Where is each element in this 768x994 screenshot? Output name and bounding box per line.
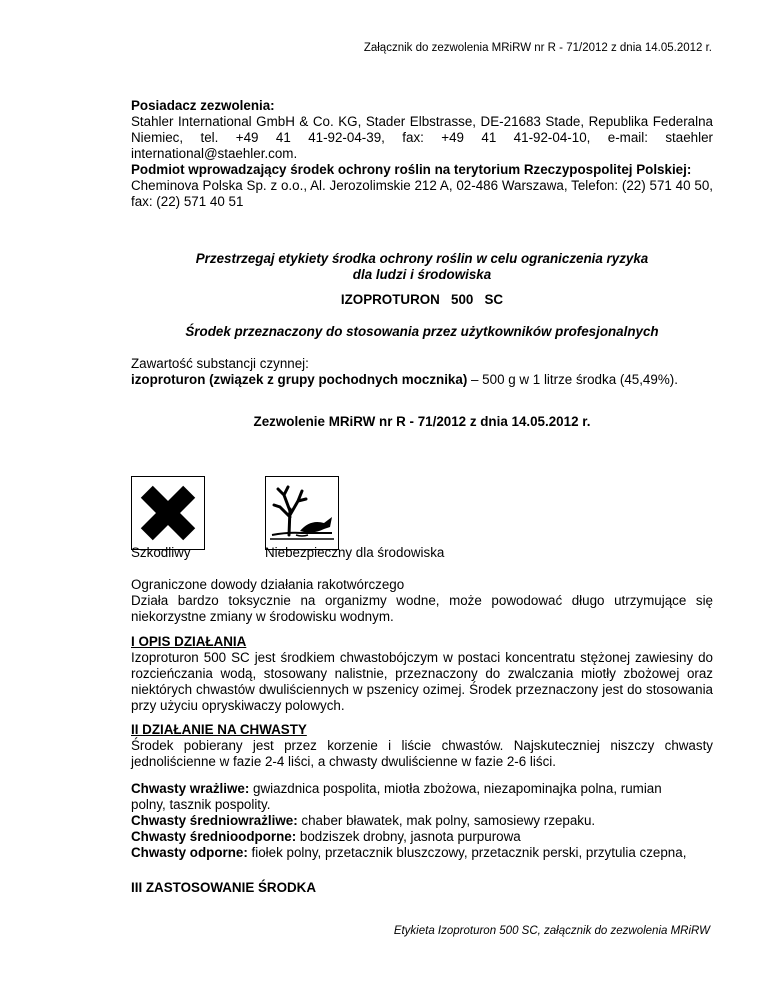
weeds-medium-label: Chwasty średniowrażliwe:	[131, 813, 298, 828]
label-warning-line1: Przestrzegaj etykiety środka ochrony roślin w celu ograniczenia ryzyka	[195, 251, 649, 266]
label-warning-line2: dla ludzi i środowiska	[352, 267, 492, 282]
professional-use-note: Środek przeznaczony do stosowania przez użytkowników profesjonalnych	[185, 324, 659, 339]
importer-text: Cheminova Polska Sp. z o.o., Al. Jerozolimskie 212 A, 02-486 Warszawa, Telefon: (22) 571 40 50, fax: (22) 571 40 51	[131, 178, 713, 209]
importer	[131, 162, 713, 210]
risk-line1: Ograniczone dowody działania rakotwórczego	[131, 577, 405, 592]
section-weed-action	[131, 722, 713, 770]
active-substance-line	[131, 372, 713, 388]
section-weed-action-heading: II DZIAŁANIE NA CHWASTY	[131, 722, 307, 737]
permit-holder-label: Posiadacz zezwolenia:	[131, 98, 275, 113]
weeds-sensitive-text: gwiazdnica pospolita, miotła zbożowa, niezapominajka polna, rumian polny, tasznik pospolity.	[131, 781, 662, 812]
weeds-resistant-text: fiołek polny, przetacznik bluszczowy, przetacznik perski, przytulia czepna,	[247, 845, 687, 860]
permit-holder-text: Stahler International GmbH & Co. KG, Stader Elbstrasse, DE-21683 Stade, Republika Federalna Niemiec, tel. +49 41 41-92-04-39, fax: +49 41 41-92-04-10, e-mail: staehler international@staehler.com.	[131, 114, 713, 161]
permit-number: Zezwolenie MRiRW nr R - 71/2012 z dnia 14.05.2012 r.	[253, 414, 591, 429]
harmful-x-icon	[131, 476, 205, 550]
dead-tree-fish-icon	[265, 476, 339, 550]
weeds-medium-text: chaber bławatek, mak polny, samosiewy rzepaku.	[297, 813, 596, 828]
section-application-heading: III ZASTOSOWANIE ŚRODKA	[131, 880, 317, 895]
active-substance	[131, 356, 713, 388]
weeds-sensitive-label: Chwasty wrażliwe:	[131, 781, 250, 796]
page-footer: Etykieta Izoproturon 500 SC, załącznik do zezwolenia MRiRW	[393, 925, 710, 937]
weeds-medres-text: bodziszek drobny, jasnota purpurowa	[296, 829, 521, 844]
weeds-resistant-label: Chwasty odporne:	[131, 845, 248, 860]
label-warning	[131, 251, 713, 283]
risk-line2: Działa bardzo toksycznie na organizmy wodne, może powodować długo utrzymujące się niekorzystne zmiany w środowisku wodnym.	[131, 593, 713, 624]
importer-label: Podmiot wprowadzający środek ochrony roślin na terytorium Rzeczypospolitej Polskiej:	[131, 162, 692, 177]
weeds-medres-label: Chwasty średnioodporne:	[131, 829, 297, 844]
environment-label: Niebezpieczny dla środowiska	[265, 545, 445, 560]
weeds-resistant	[131, 845, 696, 861]
weeds-sensitive	[131, 781, 696, 813]
product-name: IZOPROTURON 500 SC	[340, 292, 504, 307]
permit-holder	[131, 98, 713, 162]
weed-list	[131, 781, 696, 861]
risk-statements	[131, 577, 713, 625]
harmful-label: Szkodliwy	[131, 545, 191, 560]
weeds-medium	[131, 813, 696, 829]
page-header: Załącznik do zezwolenia MRiRW nr R - 71/2012 z dnia 14.05.2012 r.	[363, 42, 712, 54]
active-substance-amount: – 500 g w 1 litrze środka (45,49%).	[467, 372, 678, 387]
weeds-medres	[131, 829, 696, 845]
section-weed-action-text: Środek pobierany jest przez korzenie i liście chwastów. Najskuteczniej niszczy chwasty jednoliścienne w fazie 2-4 liści, a chwasty dwuliścienne w fazie 2-6 liści.	[131, 738, 713, 769]
section-description-heading: I OPIS DZIAŁANIA	[131, 634, 247, 649]
section-description	[131, 634, 713, 714]
active-substance-label: Zawartość substancji czynnej:	[131, 356, 309, 371]
section-description-text: Izoproturon 500 SC jest środkiem chwastobójczym w postaci koncentratu stężonej zawiesiny do rozcieńczania wodą, stosowany nalistnie, przeznaczony do zwalczania miotły zbożowej oraz niektórych chwastów dwuliściennych w pszenicy ozimej. Środek przeznaczony jest do stosowania przy użyciu opryskiwaczy polowych.	[131, 650, 713, 713]
active-substance-name: izoproturon (związek z grupy pochodnych mocznika)	[131, 372, 468, 387]
